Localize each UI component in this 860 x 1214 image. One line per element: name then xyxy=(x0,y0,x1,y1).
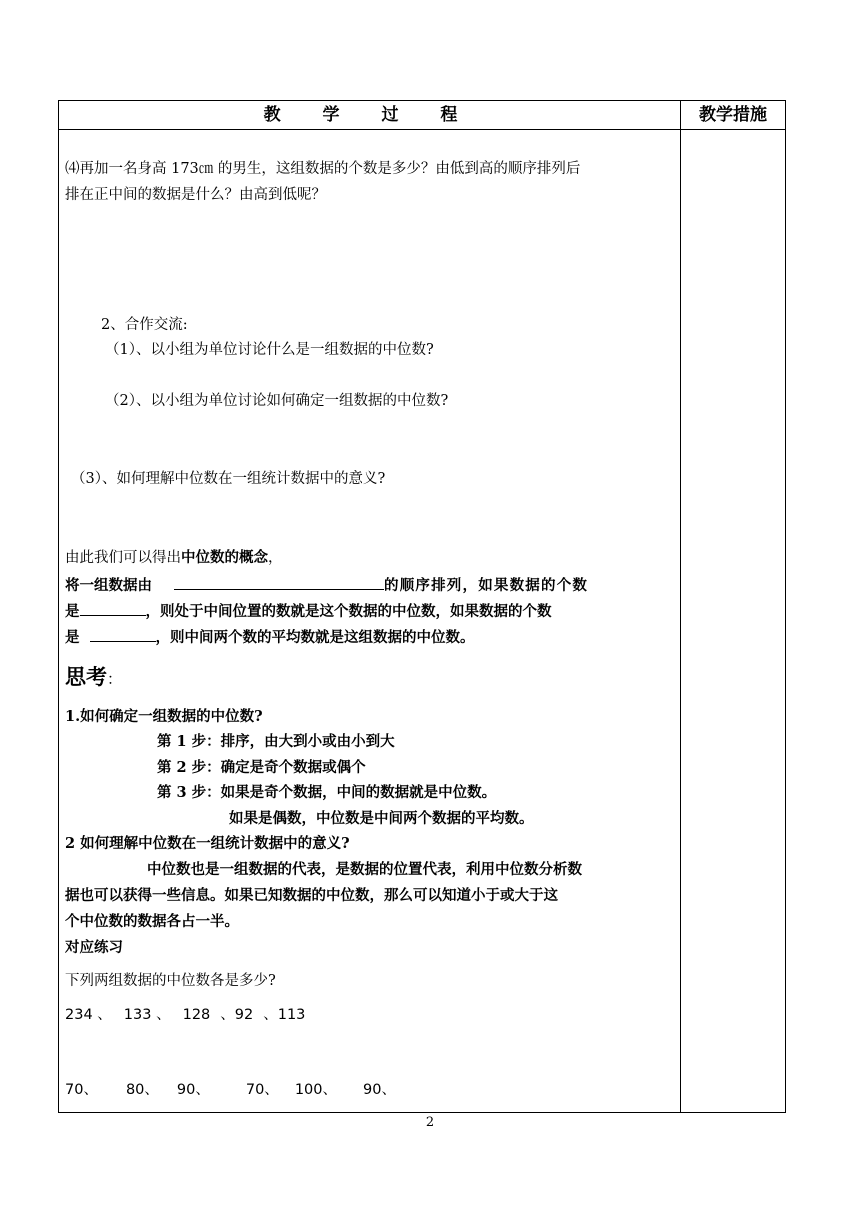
concept-bold: 中位数的概念 xyxy=(181,549,268,566)
set1-value: 、113 xyxy=(263,1007,306,1023)
blank-order xyxy=(174,575,384,590)
q4-line1: ⑷再加一名身高 173㎝ 的男生，这组数据的个数是多少？由低到高的顺序排列后 xyxy=(65,161,581,177)
set1-value: 234 、 xyxy=(65,1007,112,1023)
coop-question-2: （2）、以小组为单位讨论如何确定一组数据的中位数? xyxy=(105,393,449,409)
def-part-6: ，则中间两个数的平均数就是这组数据的中位数。 xyxy=(155,629,475,646)
concept-line xyxy=(65,548,283,568)
def-part-5: 是 xyxy=(65,629,80,646)
step-3-even: 如果是偶数，中位数是中间两个数据的平均数。 xyxy=(229,810,534,827)
set2-value: 90、 xyxy=(363,1082,396,1098)
def-part-1: 将一组数据由 xyxy=(65,577,152,594)
blank-even xyxy=(90,627,156,642)
set1-value: 、92 xyxy=(220,1007,254,1023)
concept-intro: 由此我们可以得出 xyxy=(65,550,181,566)
q2-title: 2 如何理解中位数在一组统计数据中的意义? xyxy=(65,835,350,852)
coop-question-3: （3）、如何理解中位数在一组统计数据中的意义? xyxy=(71,471,386,487)
practice-title: 对应练习 xyxy=(65,939,123,956)
definition-line-1 xyxy=(65,575,588,596)
header-teaching-process: 教 学 过 程 xyxy=(263,105,476,125)
set2-value: 70、 xyxy=(65,1082,98,1098)
step-1: 第 1 步：排序，由大到小或由小到大 xyxy=(157,733,395,750)
q2-answer-line2: 据也可以获得一些信息。如果已知数据的中位数，那么可以知道小于或大于这 xyxy=(65,887,558,904)
header-teaching-measures: 教学措施 xyxy=(699,105,767,125)
think-title: 思考 xyxy=(65,665,107,689)
set2-value: 90、 xyxy=(176,1082,210,1098)
coop-title: 2、合作交流: xyxy=(101,317,188,333)
set1-value: 128 xyxy=(182,1007,211,1023)
set1-value: 133 、 xyxy=(123,1007,171,1023)
set2-value: 80、 xyxy=(125,1082,159,1098)
page-number: 2 xyxy=(425,1115,435,1130)
q1-title: 1.如何确定一组数据的中位数? xyxy=(65,708,263,725)
set2-value: 100、 xyxy=(294,1082,337,1098)
coop-question-1: （1）、以小组为单位讨论什么是一组数据的中位数? xyxy=(105,342,434,358)
column-divider xyxy=(680,101,681,1112)
definition-line-3 xyxy=(65,627,475,648)
def-part-2: 的顺序排列，如果数据的个数 xyxy=(384,577,589,594)
q4-line2: 排在正中间的数据是什么？由高到低呢？ xyxy=(65,187,326,203)
q2-answer-line1: 中位数也是一组数据的代表，是数据的位置代表，利用中位数分析数 xyxy=(147,861,582,878)
def-part-4: ，则处于中间位置的数就是这个数据的中位数，如果数据的个数 xyxy=(145,603,552,620)
think-colon: ： xyxy=(107,670,123,688)
data-set-2 xyxy=(65,1080,396,1100)
lesson-table xyxy=(58,100,786,1113)
concept-comma: ， xyxy=(268,550,283,566)
practice-question: 下列两组数据的中位数各是多少? xyxy=(65,973,276,989)
definition-line-2 xyxy=(65,601,552,622)
data-set-1 xyxy=(65,1005,305,1025)
step-2: 第 2 步：确定是奇个数据或偶个 xyxy=(157,759,366,776)
set2-value: 70、 xyxy=(245,1082,279,1098)
step-3: 第 3 步：如果是奇个数据，中间的数据就是中位数。 xyxy=(157,784,497,801)
def-part-3: 是 xyxy=(65,603,80,620)
header-divider xyxy=(59,129,785,130)
q2-answer-line3: 个中位数的数据各占一半。 xyxy=(65,913,239,930)
think-heading xyxy=(65,663,122,694)
blank-odd xyxy=(80,601,146,616)
